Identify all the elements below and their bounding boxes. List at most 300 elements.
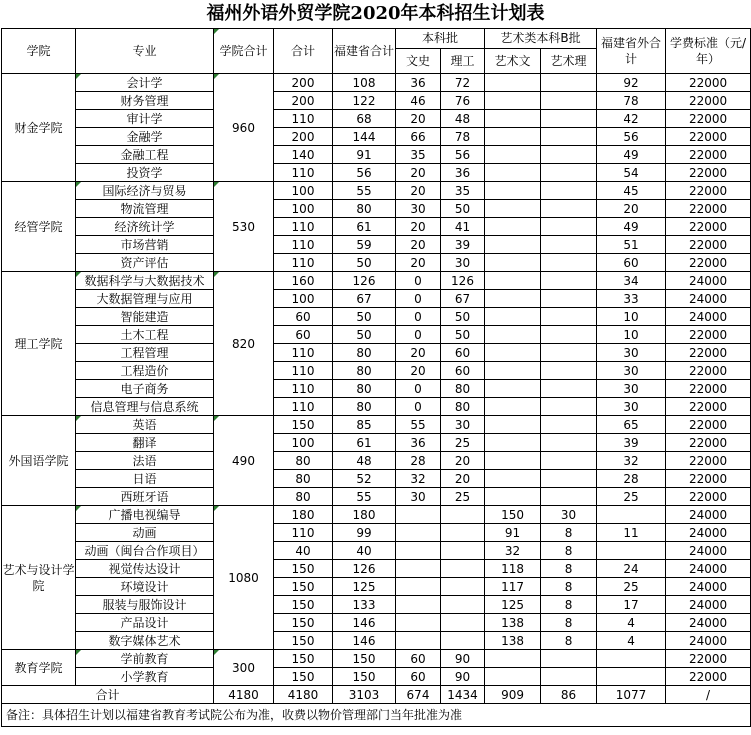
major-name: 会计学	[76, 74, 214, 92]
totals-label: 合计	[2, 686, 214, 704]
totals-arts: 674	[396, 686, 441, 704]
cell-tuition: 22000	[666, 668, 751, 686]
table-row	[2, 74, 751, 92]
totals-art-lit: 909	[485, 686, 541, 704]
cell-tuition: 24000	[666, 542, 751, 560]
cell-arts	[396, 542, 441, 560]
cell-outside: 49	[597, 146, 666, 164]
cell-total: 150	[274, 560, 333, 578]
major-name: 日语	[76, 470, 214, 488]
cell-tuition: 22000	[666, 146, 751, 164]
totals-art-sci: 86	[541, 686, 597, 704]
cell-tuition: 22000	[666, 434, 751, 452]
table-row	[2, 380, 751, 398]
cell-outside	[597, 668, 666, 686]
table-row	[2, 236, 751, 254]
cell-fujian: 80	[333, 344, 396, 362]
major-name: 工程造价	[76, 362, 214, 380]
header-art-batch: 艺术类本科B批	[485, 29, 597, 49]
cell-tuition: 22000	[666, 92, 751, 110]
cell-art-lit	[485, 164, 541, 182]
cell-outside: 42	[597, 110, 666, 128]
cell-arts: 0	[396, 290, 441, 308]
cell-total: 150	[274, 614, 333, 632]
cell-art-sci	[541, 290, 597, 308]
major-name: 英语	[76, 416, 214, 434]
table-row	[2, 128, 751, 146]
cell-outside: 45	[597, 182, 666, 200]
cell-sci: 126	[441, 272, 485, 290]
cell-art-sci: 8	[541, 614, 597, 632]
cell-arts: 20	[396, 110, 441, 128]
cell-art-sci: 8	[541, 632, 597, 650]
cell-fujian: 85	[333, 416, 396, 434]
cell-arts: 20	[396, 254, 441, 272]
cell-sci	[441, 632, 485, 650]
cell-arts: 0	[396, 380, 441, 398]
cell-arts: 30	[396, 200, 441, 218]
college-total: 490	[214, 416, 274, 506]
cell-total: 80	[274, 470, 333, 488]
cell-art-lit: 125	[485, 596, 541, 614]
cell-fujian: 108	[333, 74, 396, 92]
cell-fujian: 61	[333, 434, 396, 452]
cell-art-sci	[541, 416, 597, 434]
cell-sci	[441, 614, 485, 632]
college-name: 理工学院	[2, 272, 76, 416]
cell-outside: 92	[597, 74, 666, 92]
major-name: 环境设计	[76, 578, 214, 596]
cell-total: 150	[274, 416, 333, 434]
cell-fujian: 67	[333, 290, 396, 308]
table-row	[2, 596, 751, 614]
cell-tuition: 24000	[666, 578, 751, 596]
cell-art-sci	[541, 254, 597, 272]
cell-outside: 4	[597, 614, 666, 632]
header-art-sci: 艺术理	[541, 49, 597, 74]
cell-fujian: 80	[333, 200, 396, 218]
major-name: 金融工程	[76, 146, 214, 164]
cell-outside: 54	[597, 164, 666, 182]
cell-fujian: 40	[333, 542, 396, 560]
table-row	[2, 254, 751, 272]
table-row	[2, 506, 751, 524]
cell-art-sci	[541, 380, 597, 398]
cell-art-lit	[485, 650, 541, 668]
cell-total: 180	[274, 506, 333, 524]
cell-art-sci	[541, 182, 597, 200]
cell-sci	[441, 542, 485, 560]
cell-art-sci	[541, 470, 597, 488]
cell-outside: 39	[597, 434, 666, 452]
cell-art-sci: 8	[541, 560, 597, 578]
cell-outside: 60	[597, 254, 666, 272]
cell-total: 150	[274, 632, 333, 650]
cell-fujian: 61	[333, 218, 396, 236]
cell-outside	[597, 650, 666, 668]
cell-tuition: 22000	[666, 344, 751, 362]
cell-art-lit	[485, 308, 541, 326]
cell-sci: 30	[441, 416, 485, 434]
totals-college-total: 4180	[214, 686, 274, 704]
cell-total: 110	[274, 254, 333, 272]
table-body	[2, 74, 751, 727]
cell-total: 150	[274, 578, 333, 596]
cell-fujian: 146	[333, 632, 396, 650]
cell-fujian: 150	[333, 650, 396, 668]
cell-sci: 39	[441, 236, 485, 254]
cell-art-sci	[541, 164, 597, 182]
totals-outside: 1077	[597, 686, 666, 704]
college-name: 教育学院	[2, 650, 76, 686]
cell-tuition: 24000	[666, 614, 751, 632]
major-name: 服装与服饰设计	[76, 596, 214, 614]
table-row	[2, 524, 751, 542]
major-name: 工程管理	[76, 344, 214, 362]
table-row	[2, 164, 751, 182]
table-row	[2, 416, 751, 434]
cell-sci: 35	[441, 182, 485, 200]
cell-sci	[441, 560, 485, 578]
table-row	[2, 668, 751, 686]
cell-art-lit: 32	[485, 542, 541, 560]
cell-arts: 60	[396, 668, 441, 686]
cell-fujian: 146	[333, 614, 396, 632]
cell-art-lit	[485, 74, 541, 92]
cell-tuition: 22000	[666, 74, 751, 92]
cell-total: 80	[274, 488, 333, 506]
cell-arts: 55	[396, 416, 441, 434]
major-name: 财务管理	[76, 92, 214, 110]
cell-total: 100	[274, 200, 333, 218]
cell-sci: 50	[441, 200, 485, 218]
cell-outside: 56	[597, 128, 666, 146]
cell-arts	[396, 506, 441, 524]
cell-outside: 10	[597, 326, 666, 344]
cell-tuition: 22000	[666, 650, 751, 668]
cell-arts	[396, 578, 441, 596]
cell-art-lit	[485, 272, 541, 290]
major-name: 大数据管理与应用	[76, 290, 214, 308]
major-name: 市场营销	[76, 236, 214, 254]
cell-outside: 30	[597, 380, 666, 398]
cell-outside: 34	[597, 272, 666, 290]
totals-sci: 1434	[441, 686, 485, 704]
cell-tuition: 22000	[666, 416, 751, 434]
cell-art-sci	[541, 218, 597, 236]
cell-arts	[396, 614, 441, 632]
cell-sci: 20	[441, 470, 485, 488]
cell-arts	[396, 560, 441, 578]
college-name: 艺术与设计学院	[2, 506, 76, 650]
cell-tuition: 24000	[666, 308, 751, 326]
cell-sci: 78	[441, 128, 485, 146]
cell-outside: 30	[597, 398, 666, 416]
cell-art-lit	[485, 470, 541, 488]
cell-art-lit	[485, 236, 541, 254]
cell-tuition: 22000	[666, 398, 751, 416]
major-name: 西班牙语	[76, 488, 214, 506]
cell-total: 110	[274, 218, 333, 236]
cell-tuition: 24000	[666, 272, 751, 290]
cell-art-lit: 117	[485, 578, 541, 596]
cell-arts: 20	[396, 344, 441, 362]
cell-outside: 24	[597, 560, 666, 578]
cell-sci: 60	[441, 344, 485, 362]
cell-art-sci	[541, 326, 597, 344]
cell-arts	[396, 524, 441, 542]
header-tuition: 学费标准（元/年）	[666, 29, 751, 74]
cell-outside: 33	[597, 290, 666, 308]
cell-sci: 80	[441, 380, 485, 398]
cell-total: 110	[274, 398, 333, 416]
table-row	[2, 614, 751, 632]
cell-sci: 50	[441, 326, 485, 344]
cell-total: 140	[274, 146, 333, 164]
cell-arts: 0	[396, 326, 441, 344]
cell-fujian: 80	[333, 362, 396, 380]
table-row	[2, 632, 751, 650]
cell-sci: 48	[441, 110, 485, 128]
major-name: 学前教育	[76, 650, 214, 668]
cell-outside: 49	[597, 218, 666, 236]
cell-arts: 20	[396, 164, 441, 182]
cell-total: 60	[274, 308, 333, 326]
cell-art-lit: 138	[485, 614, 541, 632]
header-fujian-total: 福建省合计	[333, 29, 396, 74]
table-row	[2, 650, 751, 668]
cell-art-sci	[541, 146, 597, 164]
header-undergrad-batch: 本科批	[396, 29, 485, 49]
cell-outside: 32	[597, 452, 666, 470]
cell-arts: 60	[396, 650, 441, 668]
cell-outside: 10	[597, 308, 666, 326]
cell-outside: 28	[597, 470, 666, 488]
table-row	[2, 272, 751, 290]
cell-sci: 90	[441, 668, 485, 686]
cell-fujian: 91	[333, 146, 396, 164]
cell-outside: 17	[597, 596, 666, 614]
cell-total: 200	[274, 128, 333, 146]
cell-art-sci	[541, 488, 597, 506]
cell-total: 100	[274, 434, 333, 452]
major-name: 经济统计学	[76, 218, 214, 236]
cell-art-lit	[485, 488, 541, 506]
table-row	[2, 218, 751, 236]
header-major: 专业	[76, 29, 214, 74]
cell-total: 200	[274, 74, 333, 92]
cell-total: 110	[274, 236, 333, 254]
table-row	[2, 578, 751, 596]
cell-fujian: 180	[333, 506, 396, 524]
cell-tuition: 24000	[666, 560, 751, 578]
table-row	[2, 200, 751, 218]
header-arts: 文史	[396, 49, 441, 74]
college-total: 530	[214, 182, 274, 272]
cell-tuition: 22000	[666, 200, 751, 218]
cell-tuition: 22000	[666, 218, 751, 236]
cell-total: 110	[274, 524, 333, 542]
cell-fujian: 144	[333, 128, 396, 146]
major-name: 视觉传达设计	[76, 560, 214, 578]
major-name: 智能建造	[76, 308, 214, 326]
major-name: 物流管理	[76, 200, 214, 218]
cell-fujian: 56	[333, 164, 396, 182]
cell-fujian: 126	[333, 272, 396, 290]
cell-total: 110	[274, 344, 333, 362]
cell-outside: 25	[597, 488, 666, 506]
cell-art-lit: 150	[485, 506, 541, 524]
cell-sci: 56	[441, 146, 485, 164]
cell-sci: 90	[441, 650, 485, 668]
major-name: 数据科学与大数据技术	[76, 272, 214, 290]
major-name: 法语	[76, 452, 214, 470]
cell-art-lit	[485, 398, 541, 416]
cell-sci: 50	[441, 308, 485, 326]
cell-fujian: 55	[333, 488, 396, 506]
major-name: 国际经济与贸易	[76, 182, 214, 200]
college-total: 820	[214, 272, 274, 416]
table-row	[2, 560, 751, 578]
cell-art-lit	[485, 434, 541, 452]
header-art-lit: 艺术文	[485, 49, 541, 74]
note-row	[2, 704, 751, 727]
header-college-total: 学院合计	[214, 29, 274, 74]
major-name: 电子商务	[76, 380, 214, 398]
cell-total: 110	[274, 110, 333, 128]
totals-tuition: /	[666, 686, 751, 704]
cell-outside	[597, 506, 666, 524]
footnote: 备注：具体招生计划以福建省教育考试院公布为准，收费以物价管理部门当年批准为准	[2, 704, 751, 727]
cell-total: 110	[274, 362, 333, 380]
cell-art-lit	[485, 326, 541, 344]
cell-arts: 20	[396, 182, 441, 200]
table-row	[2, 182, 751, 200]
cell-total: 150	[274, 596, 333, 614]
cell-outside: 4	[597, 632, 666, 650]
cell-arts: 35	[396, 146, 441, 164]
table-row	[2, 110, 751, 128]
cell-art-lit: 138	[485, 632, 541, 650]
cell-art-sci	[541, 110, 597, 128]
cell-arts: 20	[396, 218, 441, 236]
major-name: 动画（闽台合作项目）	[76, 542, 214, 560]
cell-art-lit	[485, 182, 541, 200]
cell-sci: 67	[441, 290, 485, 308]
cell-outside: 30	[597, 344, 666, 362]
cell-outside: 78	[597, 92, 666, 110]
cell-arts: 20	[396, 362, 441, 380]
cell-tuition: 24000	[666, 290, 751, 308]
cell-tuition: 22000	[666, 362, 751, 380]
cell-art-lit	[485, 668, 541, 686]
enrollment-plan-table	[1, 28, 751, 727]
cell-total: 80	[274, 452, 333, 470]
cell-tuition: 22000	[666, 110, 751, 128]
major-name: 数字媒体艺术	[76, 632, 214, 650]
cell-arts: 28	[396, 452, 441, 470]
major-name: 资产评估	[76, 254, 214, 272]
cell-art-lit: 91	[485, 524, 541, 542]
cell-arts	[396, 596, 441, 614]
cell-sci: 25	[441, 434, 485, 452]
cell-sci: 30	[441, 254, 485, 272]
cell-art-sci	[541, 308, 597, 326]
cell-outside: 25	[597, 578, 666, 596]
cell-art-lit	[485, 128, 541, 146]
cell-total: 200	[274, 92, 333, 110]
cell-total: 100	[274, 290, 333, 308]
cell-total: 40	[274, 542, 333, 560]
page-title: 福州外语外贸学院2020年本科招生计划表	[206, 3, 545, 24]
cell-arts: 0	[396, 272, 441, 290]
cell-art-sci	[541, 344, 597, 362]
cell-sci	[441, 578, 485, 596]
table-row	[2, 542, 751, 560]
cell-outside	[597, 542, 666, 560]
major-name: 金融学	[76, 128, 214, 146]
cell-fujian: 50	[333, 326, 396, 344]
table-row	[2, 146, 751, 164]
cell-art-sci	[541, 74, 597, 92]
major-name: 投资学	[76, 164, 214, 182]
cell-fujian: 52	[333, 470, 396, 488]
college-name: 外国语学院	[2, 416, 76, 506]
cell-sci: 72	[441, 74, 485, 92]
cell-art-sci	[541, 200, 597, 218]
table-row	[2, 488, 751, 506]
cell-tuition: 24000	[666, 632, 751, 650]
cell-art-sci	[541, 362, 597, 380]
cell-arts: 30	[396, 488, 441, 506]
cell-fujian: 48	[333, 452, 396, 470]
cell-total: 100	[274, 182, 333, 200]
cell-fujian: 50	[333, 254, 396, 272]
cell-fujian: 80	[333, 380, 396, 398]
cell-tuition: 22000	[666, 128, 751, 146]
cell-tuition: 24000	[666, 596, 751, 614]
cell-art-lit	[485, 254, 541, 272]
college-total: 1080	[214, 506, 274, 650]
cell-tuition: 22000	[666, 452, 751, 470]
header-total: 合计	[274, 29, 333, 74]
cell-art-sci	[541, 92, 597, 110]
cell-art-sci	[541, 650, 597, 668]
cell-outside: 51	[597, 236, 666, 254]
cell-arts: 32	[396, 470, 441, 488]
college-name: 经管学院	[2, 182, 76, 272]
major-name: 广播电视编导	[76, 506, 214, 524]
cell-fujian: 99	[333, 524, 396, 542]
cell-tuition: 22000	[666, 254, 751, 272]
major-name: 动画	[76, 524, 214, 542]
cell-outside: 30	[597, 362, 666, 380]
cell-art-lit	[485, 218, 541, 236]
table-row	[2, 434, 751, 452]
cell-sci	[441, 506, 485, 524]
cell-total: 150	[274, 650, 333, 668]
cell-art-lit: 118	[485, 560, 541, 578]
cell-art-lit	[485, 362, 541, 380]
cell-art-sci	[541, 272, 597, 290]
table-row	[2, 326, 751, 344]
cell-art-lit	[485, 92, 541, 110]
cell-arts: 36	[396, 74, 441, 92]
table-row	[2, 452, 751, 470]
cell-art-lit	[485, 416, 541, 434]
totals-fujian: 3103	[333, 686, 396, 704]
header-science: 理工	[441, 49, 485, 74]
